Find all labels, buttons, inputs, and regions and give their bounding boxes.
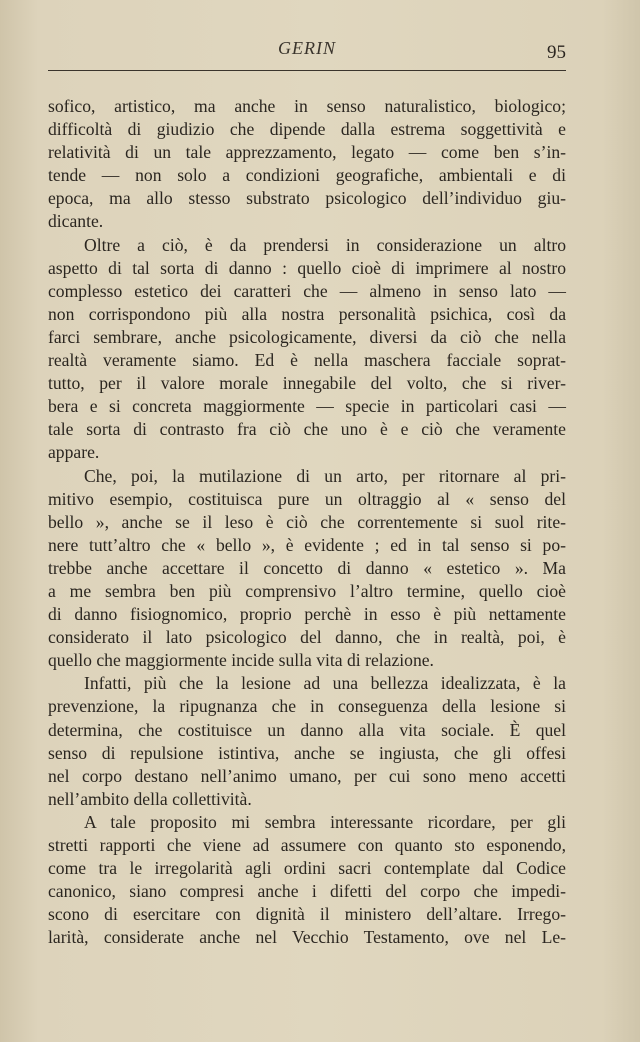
text-line: tende — non solo a condizioni geografiche, ambientali e di [48, 165, 566, 186]
text-line: larità, considerate anche nel Vecchio Testamento, ove nel Le- [48, 927, 566, 948]
text-line: Che, poi, la mutilazione di un arto, per ritornare al pri- [84, 465, 566, 486]
text-line: stretti rapporti che viene ad assumere con quanto sto esponendo, [48, 835, 566, 855]
text-line: senso di repulsione istintiva, anche se ingiusta, che gli offesi [48, 742, 566, 763]
text-line: nell’ambito della collettività. [48, 788, 252, 809]
text-line: dicante. [48, 211, 104, 232]
text-line: nel corpo destano nell’animo umano, per cui sono meno accetti [48, 765, 566, 786]
text-line: bello », anche se il leso è ciò che correntemente si suol rite- [48, 511, 566, 532]
text-line: A tale proposito mi sembra interessante ricordare, per gli [84, 811, 566, 832]
text-line: Oltre a ciò, è da prendersi in considerazione un altro [84, 234, 566, 255]
text-line: come tra le irregolarità agli ordini sacri contemplate dal Codice [48, 858, 566, 879]
text-line: sofico, artistico, ma anche in senso naturalistico, biologico; [48, 96, 566, 116]
running-head: GERIN [278, 38, 336, 58]
text-line: considerato il lato psicologico del danno, che in realtà, poi, è [48, 627, 566, 648]
text-line: epoca, ma allo stesso substrato psicologico dell’individuo giu- [48, 188, 566, 209]
text-line: Infatti, più che la lesione ad una bellezza idealizzata, è la [84, 673, 566, 694]
text-line: trebbe anche accettare il concetto di danno « estetico ». Ma [48, 557, 566, 578]
text-line: bera e si concreta maggiormente — specie in particolari casi — [48, 396, 566, 417]
text-line: appare. [48, 442, 100, 463]
text-line: determina, che costituisce un danno alla vita sociale. È quel [48, 719, 566, 740]
text-line: non corrispondono più alla nostra personalità psichica, così da [48, 303, 566, 324]
text-line: prevenzione, la ripugnanza che in conseguenza della lesione si [48, 696, 566, 717]
text-line: a me sembra ben più comprensivo l’altro termine, quello cioè [48, 580, 566, 601]
text-line: scono di esercitare con dignità il ministero dell’altare. Irrego- [48, 904, 566, 925]
text-line: di danno fisiognomico, proprio perchè in esso è più nettamente [48, 604, 566, 625]
text-line: difficoltà di giudizio che dipende dalla estrema soggettività e [48, 119, 566, 140]
text-line: relatività di un tale apprezzamento, legato — come ben s’in- [48, 142, 566, 163]
text-line: complesso estetico dei caratteri che — almeno in senso lato — [48, 280, 566, 301]
page-header [48, 38, 566, 71]
text-line: tale sorta di contrasto fra ciò che uno è e ciò che veramente [48, 419, 566, 440]
text-line: quello che maggiormente incide sulla vita di relazione. [48, 650, 434, 671]
text-line: nere tutt’altro che « bello », è evidente ; ed in tal senso si po- [48, 534, 566, 555]
text-line: mitivo esempio, costituisca pure un oltraggio al « senso del [48, 488, 566, 509]
text-line: realtà veramente siamo. Ed è nella maschera facciale soprat- [48, 350, 566, 371]
text-line: tutto, per il valore morale innegabile del volto, che si river- [48, 373, 566, 394]
body-text [48, 95, 566, 949]
text-line: aspetto di tal sorta di danno : quello cioè di imprimere al nostro [48, 257, 566, 278]
text-line: farci sembrare, anche psicologicamente, diversi da ciò che nella [48, 326, 566, 347]
page-number: 95 [547, 42, 566, 63]
text-line: canonico, siano compresi anche i difetti del corpo che impedi- [48, 881, 566, 902]
